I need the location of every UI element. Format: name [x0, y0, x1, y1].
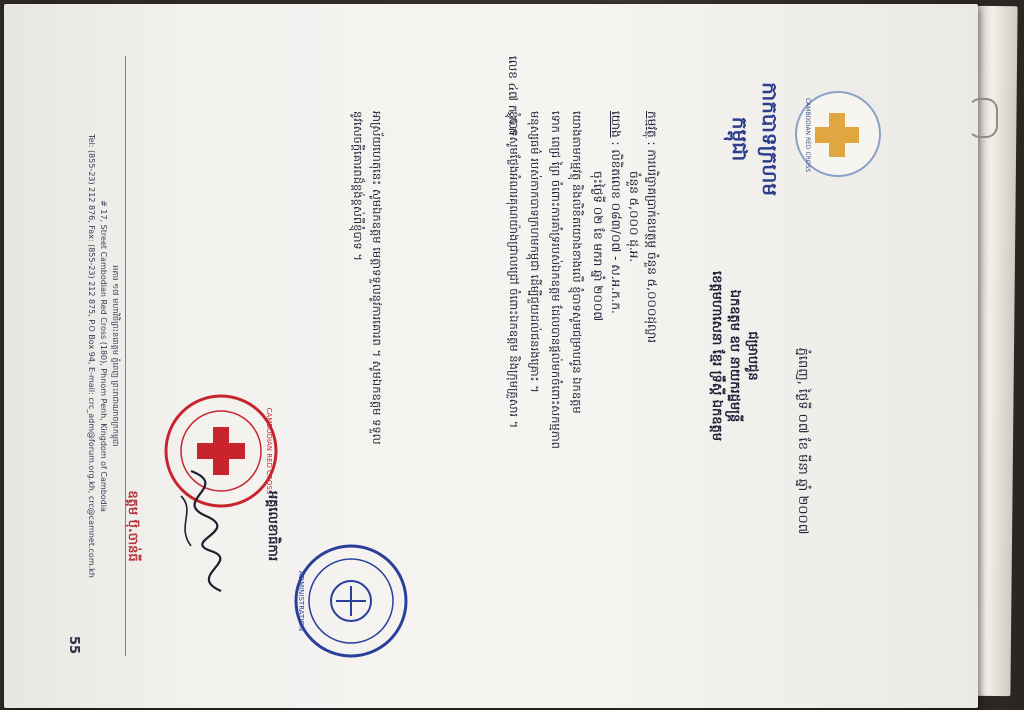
subject-block — [589, 111, 661, 631]
addressee-line: ជម្រាបជូន — [745, 331, 760, 381]
blue-official-seal — [291, 541, 411, 661]
body-paragraph: ទោក ពេជ្រ ព្រៃ ចំពោះការគាំទ្ររបស់ឯកឧត្តម ដែលបានផ្តល់មកចំពោះសកម្មភាព — [549, 111, 563, 449]
page-number: 55 — [66, 636, 81, 655]
closing-line: នូវសេចក្តីគោរពដ៏ខ្ពង់ខ្ពស់ពីខ្ញុំបាទ ។ — [351, 111, 365, 261]
logo-ring-text: CAMBODIAN RED CROSS — [804, 97, 811, 173]
reference-date: ចុះថ្ងៃទី ០២ ខែ មករា ឆ្នាំ ២០០៧ — [591, 171, 605, 322]
footer-contact: Tel: (855-23) 212 876, Fax: (855-23) 212 875, P.O Box 94, E-mail: crc_adm@forum.org.kh, crc@camnet.com.kh — [87, 134, 96, 578]
organization-name: កាកបាទក្រហមកម្ពុជា — [728, 82, 782, 196]
addressee-line: ខេត្តមហាសេនា ខ្មែរ ទ្រឹស្តី ឯកឧត្តម — [709, 270, 724, 442]
blue-stamp-text: ADMINISTRATION — [297, 570, 305, 632]
subject-amount: ចំនួន ៥,០០០ ដុ.អ. — [627, 171, 641, 263]
body-paragraph: មនុស្សធម៌ របស់កាកបាទក្រហមកម្ពុជា ដើម្បីជួយដល់ជនរងគ្រោះ ។ — [528, 111, 542, 393]
subject-label: កម្មវត្ថុ — [645, 111, 659, 138]
addressee-line: ឯកឧត្តម ឧប នាយករដ្ឋមន្ត្រី — [727, 289, 742, 423]
body-paragraph: យោងតាមកម្មវត្ថុ និងលិខិតយោងខាងលើ ខ្ញុំបាទសូមជម្រាបជូន ឯកឧត្តម — [570, 111, 584, 414]
reference-number: លេខ ៤៧ ក.ក.ក — [506, 56, 520, 136]
letter-body — [502, 111, 586, 631]
footer-address-kh: អគារ ១៧ មហាវិថីព្រះនរោត្តម ភ្នំពេញ ព្រះរាជាណាចក្រកម្ពុជា — [111, 265, 120, 447]
rotated-letter — [41, 36, 941, 676]
signatory-name: ឧត្តម ប៊ុ.ចាន់ធី — [125, 490, 140, 562]
addressee-block — [707, 36, 761, 676]
subject-text: : ការបរិច្ចាគប្រាក់ឧបត្ថម្ភ ចំនួន ៥,០០០ដុល្លារ — [645, 141, 659, 344]
red-cross-logo — [795, 91, 881, 177]
handwritten-signature — [161, 466, 241, 596]
body-paragraph: ខ្ញុំបាទសូមថ្លែងអំណរគុណយ៉ាងជ្រាលជ្រៅ ចំពោះឯកឧត្តម និងក្រុមគ្រួសារ ។ — [507, 111, 521, 429]
reference-label: យោង — [609, 111, 623, 138]
reference-text: : លិខិតលេខ ០៨៣/០៧ - ស.អ.ក.ក. — [609, 141, 623, 314]
signatory-title: អគ្គលេខាធិការ — [265, 490, 280, 562]
closing-line: អាស្រ័យហេតុនេះ សូមឯកឧត្តម មេត្តាទទួលនូវការគោរព ។ សូមឯកឧត្តម ទទួល — [370, 111, 384, 445]
document-page — [4, 4, 978, 708]
red-stamp-text: CAMBODIAN RED CROSS — [265, 407, 273, 495]
letter-date: ភ្នំពេញ, ថ្ងៃទី ០៧ ខែ មីនា ឆ្នាំ ២០០៧ — [795, 347, 810, 535]
footer-divider — [125, 56, 126, 656]
footer-address-en: # 17, Street Cambodian Red Cross (180), Phnom Penh, Kingdom of Cambodia — [99, 200, 108, 512]
letter-footer — [85, 56, 126, 656]
